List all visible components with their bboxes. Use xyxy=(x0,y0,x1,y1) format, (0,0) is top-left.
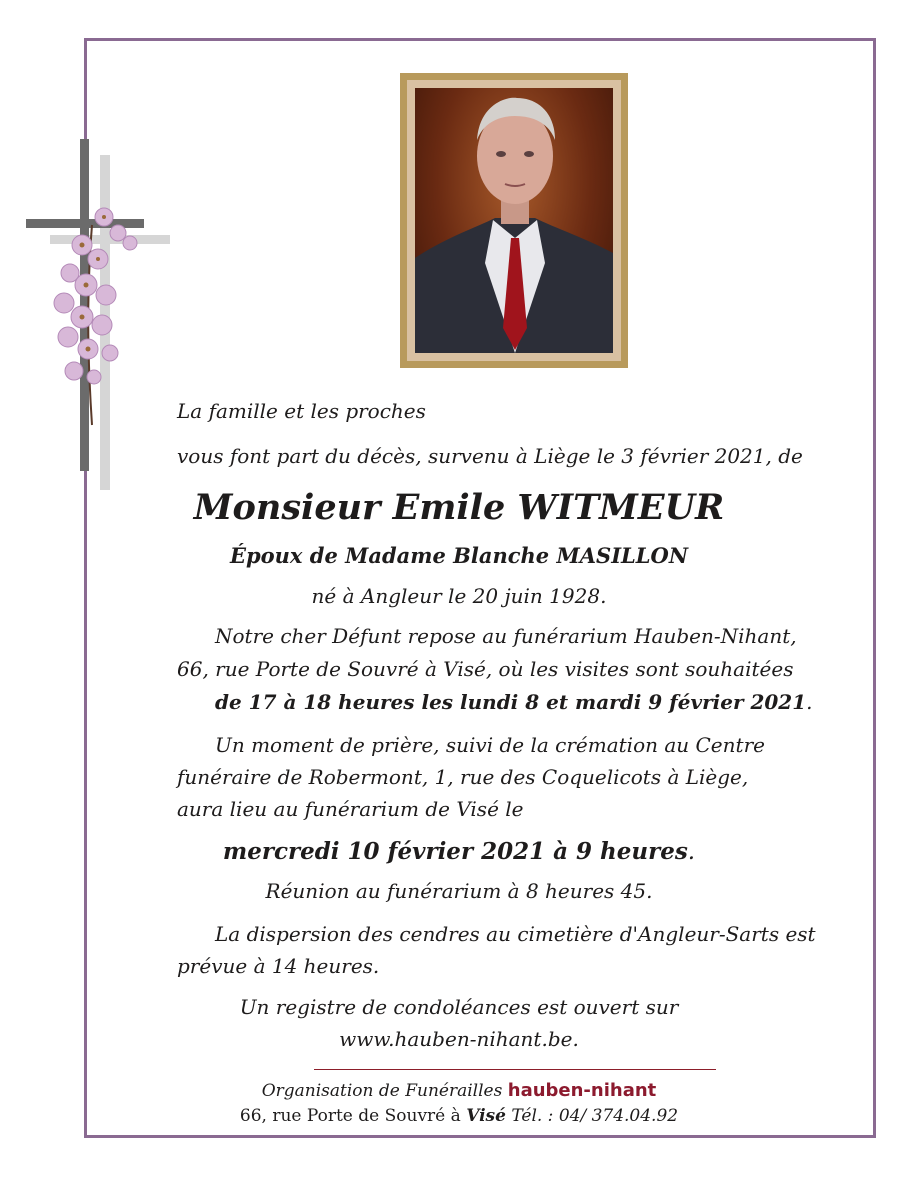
portrait-mat xyxy=(407,80,621,361)
reunion-line: Réunion au funérarium à 8 heures 45. xyxy=(265,879,653,903)
portrait-frame xyxy=(400,73,628,368)
footer-address: 66, rue Porte de Souvré à xyxy=(239,1106,461,1126)
footer-phone: Tél. : 04/ 374.04.92 xyxy=(511,1106,679,1126)
footer-city: Visé xyxy=(466,1106,506,1126)
repose-line-2: 66, rue Porte de Souvré à Visé, où les visites sont souhaitées xyxy=(177,657,794,681)
birth-line: né à Angleur le 20 juin 1928. xyxy=(311,584,607,608)
portrait-photo xyxy=(415,88,613,353)
dispersion-line-1: La dispersion des cendres au cimetière d'Angleur-Sarts est xyxy=(215,922,816,946)
ceremony-date: mercredi 10 février 2021 à 9 heures xyxy=(222,838,688,865)
footer-brand-logo: hauben-nihant xyxy=(507,1080,657,1101)
priere-line-3: aura lieu au funérarium de Visé le xyxy=(177,797,524,821)
ceremony-date-line xyxy=(0,840,918,864)
intro-line-2: vous font part du décès, survenu à Liège le 3 février 2021, de xyxy=(177,444,803,468)
visit-times-line xyxy=(215,692,812,712)
repose-line-1: Notre cher Défunt repose au funérarium Hauben-Nihant, xyxy=(215,624,797,648)
footer-address-line xyxy=(0,1108,918,1125)
ceremony-date-period: . xyxy=(687,839,696,865)
deceased-name: Monsieur Emile WITMEUR xyxy=(193,487,725,528)
priere-line-1: Un moment de prière, suivi de la crémation au Centre xyxy=(215,733,765,757)
registre-line-1: Un registre de condoléances est ouvert sur xyxy=(239,995,679,1019)
footer-org-label: Organisation de Funérailles xyxy=(261,1081,503,1101)
priere-line-2: funéraire de Robermont, 1, rue des Coquelicots à Liège, xyxy=(177,765,749,789)
visit-times-period: . xyxy=(806,690,813,714)
footer-divider xyxy=(314,1069,716,1070)
visit-times: de 17 à 18 heures les lundi 8 et mardi 9 février 2021 xyxy=(215,690,807,714)
spouse-line: Époux de Madame Blanche MASILLON xyxy=(229,543,689,568)
intro-line-1: La famille et les proches xyxy=(177,399,426,423)
registre-line-2[interactable]: www.hauben-nihant.be. xyxy=(339,1027,579,1051)
footer-org-line xyxy=(0,1082,918,1100)
cross-with-orchids-icon xyxy=(22,135,172,495)
dispersion-line-2: prévue à 14 heures. xyxy=(177,954,380,978)
